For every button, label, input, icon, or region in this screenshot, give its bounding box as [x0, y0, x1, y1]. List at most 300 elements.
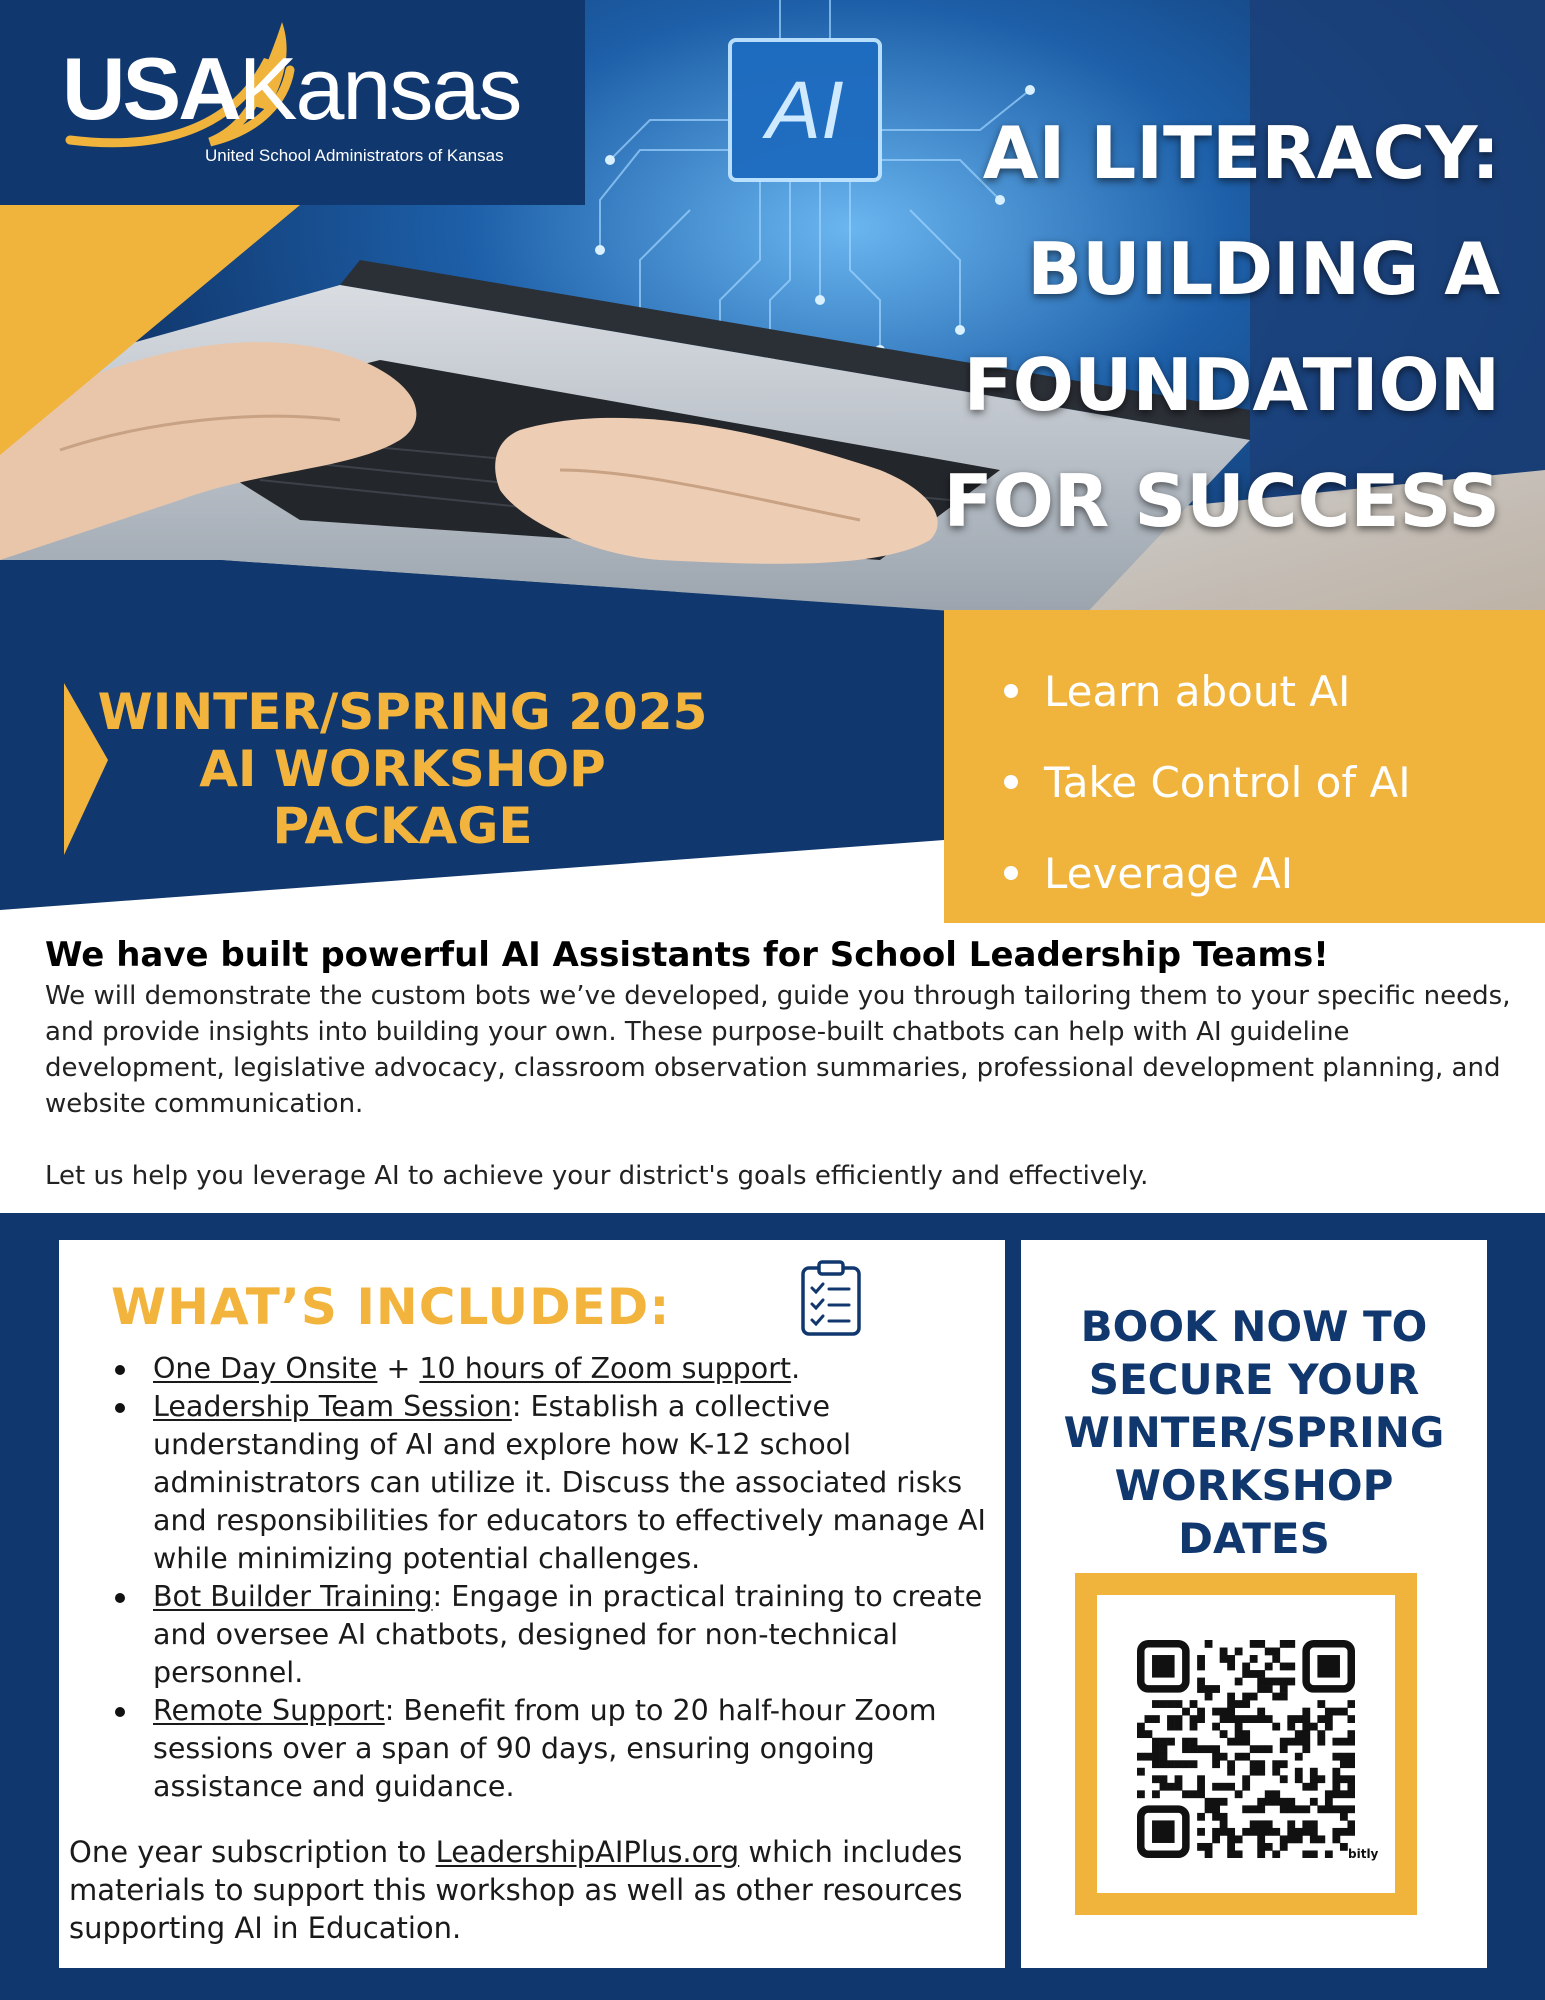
qr-module [1287, 1640, 1295, 1648]
qr-module [1197, 1813, 1205, 1821]
qr-module [1197, 1663, 1205, 1671]
subscription-note [69, 1833, 989, 1947]
qr-module [1160, 1760, 1168, 1768]
qr-module [1220, 1655, 1228, 1663]
qr-module [1242, 1700, 1250, 1708]
qr-module [1250, 1670, 1258, 1678]
qr-module [1317, 1775, 1325, 1783]
qr-module [1160, 1775, 1168, 1783]
qr-module [1137, 1753, 1145, 1761]
qr-module [1212, 1798, 1220, 1806]
qr-module [1197, 1783, 1205, 1791]
qr-module [1212, 1783, 1220, 1791]
qr-module [1257, 1768, 1265, 1776]
qr-module [1272, 1723, 1280, 1731]
qr-module [1317, 1730, 1325, 1738]
qr-module [1227, 1655, 1235, 1663]
qr-module [1340, 1813, 1348, 1821]
qr-module [1287, 1715, 1295, 1723]
qr-module [1212, 1745, 1220, 1753]
qr-module [1332, 1708, 1340, 1716]
qr-module [1257, 1745, 1265, 1753]
qr-module [1302, 1715, 1310, 1723]
qr-finder-center [1317, 1655, 1340, 1678]
qr-module [1250, 1715, 1258, 1723]
qr-module [1235, 1738, 1243, 1746]
benefit-item: Learn about AI [1004, 646, 1545, 737]
package-title-line: AI WORKSHOP [199, 740, 606, 798]
qr-module [1265, 1745, 1273, 1753]
qr-module [1205, 1745, 1213, 1753]
qr-module [1227, 1693, 1235, 1701]
qr-module [1287, 1798, 1295, 1806]
qr-module [1220, 1708, 1228, 1716]
qr-module [1302, 1723, 1310, 1731]
qr-module [1280, 1745, 1288, 1753]
qr-module [1287, 1835, 1295, 1843]
qr-module [1295, 1730, 1303, 1738]
qr-module [1242, 1753, 1250, 1761]
qr-module [1212, 1753, 1220, 1761]
qr-module [1160, 1753, 1168, 1761]
qr-module [1250, 1693, 1258, 1701]
qr-module [1182, 1760, 1190, 1768]
qr-module [1265, 1648, 1273, 1656]
qr-module [1347, 1790, 1355, 1798]
qr-module [1325, 1723, 1333, 1731]
qr-module [1340, 1775, 1348, 1783]
qr-module [1280, 1685, 1288, 1693]
qr-module [1257, 1640, 1265, 1648]
qr-module [1220, 1730, 1228, 1738]
qr-module [1332, 1790, 1340, 1798]
qr-module [1265, 1663, 1273, 1671]
qr-module [1220, 1828, 1228, 1836]
qr-module [1257, 1828, 1265, 1836]
qr-module [1175, 1775, 1183, 1783]
qr-module [1295, 1738, 1303, 1746]
package-title-line: WINTER/SPRING 2025 [97, 683, 708, 741]
qr-module [1220, 1820, 1228, 1828]
qr-module [1257, 1715, 1265, 1723]
qr-module [1347, 1828, 1355, 1836]
qr-module [1197, 1715, 1205, 1723]
qr-module [1235, 1648, 1243, 1656]
qr-module [1272, 1693, 1280, 1701]
qr-module [1145, 1715, 1153, 1723]
qr-module [1287, 1738, 1295, 1746]
qr-module [1152, 1753, 1160, 1761]
qr-module [1347, 1760, 1355, 1768]
qr-module [1257, 1685, 1265, 1693]
qr-module [1347, 1820, 1355, 1828]
qr-module [1272, 1655, 1280, 1663]
qr-module [1242, 1783, 1250, 1791]
qr-module [1235, 1790, 1243, 1798]
qr-module [1235, 1723, 1243, 1731]
qr-module [1332, 1775, 1340, 1783]
qr-module [1197, 1828, 1205, 1836]
qr-module [1295, 1775, 1303, 1783]
clipboard-checklist-icon [799, 1258, 863, 1338]
qr-module [1325, 1708, 1333, 1716]
included-item-text: : Engage in practical training to create and oversee AI chatbots, designed for non-technical personnel. [153, 1580, 983, 1689]
qr-module [1242, 1730, 1250, 1738]
qr-module [1227, 1850, 1235, 1858]
included-item-link[interactable]: One Day Onsite [153, 1352, 378, 1385]
qr-module [1137, 1730, 1145, 1738]
included-item [89, 1578, 989, 1692]
qr-code-frame [1075, 1573, 1417, 1915]
included-item-link[interactable]: 10 hours of Zoom support [419, 1352, 792, 1385]
qr-module [1227, 1708, 1235, 1716]
included-item-link[interactable]: Leadership Team Session [153, 1390, 512, 1423]
qr-module [1310, 1768, 1318, 1776]
qr-module [1205, 1685, 1213, 1693]
qr-module [1310, 1775, 1318, 1783]
qr-module [1257, 1760, 1265, 1768]
qr-module [1197, 1775, 1205, 1783]
qr-module [1332, 1805, 1340, 1813]
qr-module [1272, 1828, 1280, 1836]
intro-heading: We have built powerful AI Assistants for School Leadership Teams! [45, 935, 1329, 975]
qr-module [1182, 1738, 1190, 1746]
qr-module [1212, 1685, 1220, 1693]
qr-module [1302, 1828, 1310, 1836]
qr-module [1227, 1663, 1235, 1671]
qr-module [1190, 1738, 1198, 1746]
subscription-link[interactable]: LeadershipAIPlus.org [435, 1835, 740, 1869]
qr-module [1205, 1693, 1213, 1701]
qr-module [1167, 1738, 1175, 1746]
qr-module [1250, 1655, 1258, 1663]
qr-module [1287, 1678, 1295, 1686]
qr-module [1272, 1648, 1280, 1656]
qr-module [1272, 1798, 1280, 1806]
logo-subtitle: United School Administrators of Kansas [205, 146, 504, 165]
qr-module [1242, 1670, 1250, 1678]
qr-module [1340, 1790, 1348, 1798]
qr-module [1152, 1760, 1160, 1768]
qr-module [1197, 1745, 1205, 1753]
qr-module [1347, 1783, 1355, 1791]
qr-module [1302, 1738, 1310, 1746]
included-item-joiner: + [377, 1352, 420, 1385]
hero-title [900, 95, 1500, 559]
qr-module [1250, 1768, 1258, 1776]
included-item [89, 1692, 989, 1806]
qr-module [1272, 1790, 1280, 1798]
qr-module [1317, 1700, 1325, 1708]
qr-module [1250, 1745, 1258, 1753]
included-item-text: . [791, 1352, 801, 1385]
intro-paragraph: We will demonstrate the custom bots we’ve developed, guide you through tailoring them to your specific needs, and provide insights into building your own. These purpose-built chatbots can help with AI guideline development, legislative advocacy, classroom observation summaries, professional development planning, and website communication. [45, 981, 1511, 1119]
logo-kansas: Kansas [238, 39, 521, 138]
qr-module [1197, 1790, 1205, 1798]
qr-module [1280, 1663, 1288, 1671]
qr-module [1220, 1798, 1228, 1806]
qr-module [1175, 1783, 1183, 1791]
intro-closing: Let us help you leverage AI to achieve your district's goals efficiently and effectively. [45, 1161, 1149, 1191]
qr-module [1175, 1723, 1183, 1731]
qr-finder-center [1152, 1820, 1175, 1843]
qr-module [1182, 1708, 1190, 1716]
qr-module [1340, 1805, 1348, 1813]
qr-module [1220, 1715, 1228, 1723]
benefits-box [944, 610, 1545, 923]
qr-module [1287, 1663, 1295, 1671]
qr-module [1347, 1738, 1355, 1746]
package-title-line: PACKAGE [272, 797, 533, 855]
qr-module [1332, 1835, 1340, 1843]
intro-section [45, 932, 1515, 1194]
qr-module [1347, 1753, 1355, 1761]
qr-module [1295, 1805, 1303, 1813]
qr-module [1235, 1715, 1243, 1723]
qr-module [1340, 1738, 1348, 1746]
qr-module [1242, 1775, 1250, 1783]
qr-module [1310, 1835, 1318, 1843]
benefit-item: Take Control of AI [1004, 737, 1545, 828]
included-item-text: : Establish a collective understanding of AI and explore how K-12 school administrators can utilize it. Discuss the associated risks and responsibilities for educators to effectively manage AI while minimizing potential challenges. [153, 1390, 986, 1575]
qr-module [1310, 1820, 1318, 1828]
qr-module [1332, 1828, 1340, 1836]
qr-module [1212, 1805, 1220, 1813]
qr-module [1197, 1678, 1205, 1686]
included-item [89, 1388, 989, 1578]
benefit-item: Leverage AI [1004, 828, 1545, 919]
qr-module [1302, 1820, 1310, 1828]
qr-module [1347, 1700, 1355, 1708]
qr-module [1137, 1768, 1145, 1776]
qr-module [1265, 1678, 1273, 1686]
qr-module [1235, 1730, 1243, 1738]
qr-module [1227, 1783, 1235, 1791]
qr-module [1167, 1700, 1175, 1708]
qr-module [1190, 1715, 1198, 1723]
qr-module [1220, 1648, 1228, 1656]
book-now-line: BOOK NOW TO [1080, 1302, 1428, 1351]
hero-title-line: FOR SUCCESS [943, 459, 1500, 543]
qr-module [1205, 1640, 1213, 1648]
qr-module [1332, 1783, 1340, 1791]
qr-module [1250, 1820, 1258, 1828]
qr-module [1235, 1678, 1243, 1686]
logo-usa: USA [62, 39, 239, 138]
qr-module [1310, 1850, 1318, 1858]
qr-module [1265, 1828, 1273, 1836]
qr-module [1280, 1835, 1288, 1843]
book-now-line: WORKSHOP [1114, 1461, 1394, 1510]
qr-module [1325, 1715, 1333, 1723]
qr-module [1265, 1820, 1273, 1828]
qr-module [1145, 1730, 1153, 1738]
qr-module [1287, 1805, 1295, 1813]
qr-module [1205, 1805, 1213, 1813]
qr-module [1272, 1768, 1280, 1776]
qr-module [1265, 1790, 1273, 1798]
qr-module [1205, 1850, 1213, 1858]
qr-module [1250, 1760, 1258, 1768]
qr-label: bitly [1348, 1847, 1379, 1861]
book-now-line: WINTER/SPRING [1063, 1408, 1445, 1457]
hero-title-line: BUILDING A [1027, 227, 1500, 311]
qr-module [1332, 1768, 1340, 1776]
qr-module [1272, 1850, 1280, 1858]
included-item-link[interactable]: Bot Builder Training [153, 1580, 433, 1613]
benefits-list [944, 610, 1545, 919]
qr-module [1242, 1738, 1250, 1746]
qr-module [1190, 1745, 1198, 1753]
qr-module [1235, 1700, 1243, 1708]
subscription-suffix: which includes materials to support this workshop as well as other resources supporting AI in Education. [69, 1835, 963, 1945]
qr-module [1220, 1813, 1228, 1821]
qr-module [1340, 1753, 1348, 1761]
qr-module [1257, 1678, 1265, 1686]
qr-module [1145, 1753, 1153, 1761]
logo [0, 0, 585, 205]
qr-module [1250, 1640, 1258, 1648]
included-list [89, 1350, 989, 1806]
qr-module [1197, 1655, 1205, 1663]
qr-module [1152, 1745, 1160, 1753]
qr-module [1332, 1753, 1340, 1761]
qr-module [1242, 1805, 1250, 1813]
qr-module [1227, 1760, 1235, 1768]
qr-module [1302, 1708, 1310, 1716]
qr-module [1257, 1798, 1265, 1806]
qr-module [1235, 1753, 1243, 1761]
book-now-line: DATES [1178, 1514, 1330, 1563]
qr-module [1317, 1715, 1325, 1723]
qr-module [1242, 1663, 1250, 1671]
qr-module [1212, 1760, 1220, 1768]
qr-module [1347, 1805, 1355, 1813]
qr-module [1227, 1700, 1235, 1708]
qr-module [1295, 1828, 1303, 1836]
qr-module [1152, 1715, 1160, 1723]
included-heading: WHAT’S INCLUDED: [111, 1278, 671, 1336]
qr-module [1295, 1835, 1303, 1843]
qr-module [1212, 1813, 1220, 1821]
qr-module [1280, 1798, 1288, 1806]
qr-module [1227, 1768, 1235, 1776]
qr-module [1325, 1798, 1333, 1806]
qr-module [1257, 1820, 1265, 1828]
qr-module [1212, 1723, 1220, 1731]
qr-module [1220, 1753, 1228, 1761]
qr-module [1152, 1738, 1160, 1746]
qr-module [1302, 1730, 1310, 1738]
qr-code-matrix [1137, 1640, 1355, 1858]
qr-module [1317, 1805, 1325, 1813]
qr-module [1280, 1805, 1288, 1813]
qr-module [1250, 1828, 1258, 1836]
qr-module [1280, 1843, 1288, 1851]
qr-module [1295, 1715, 1303, 1723]
qr-module [1280, 1640, 1288, 1648]
qr-module [1332, 1738, 1340, 1746]
qr-module [1212, 1828, 1220, 1836]
qr-module [1220, 1783, 1228, 1791]
qr-module [1175, 1715, 1183, 1723]
included-item-link[interactable]: Remote Support [153, 1694, 385, 1727]
included-item [89, 1350, 989, 1388]
qr-module [1167, 1715, 1175, 1723]
qr-module [1280, 1693, 1288, 1701]
qr-module [1347, 1715, 1355, 1723]
qr-module [1295, 1768, 1303, 1776]
qr-module [1347, 1730, 1355, 1738]
qr-module [1167, 1760, 1175, 1768]
qr-module [1347, 1775, 1355, 1783]
qr-module [1242, 1828, 1250, 1836]
hero-title-line: AI LITERACY: [982, 111, 1500, 195]
qr-module [1265, 1685, 1273, 1693]
qr-module [1227, 1835, 1235, 1843]
qr-module [1280, 1678, 1288, 1686]
qr-module [1287, 1828, 1295, 1836]
book-now-line: SECURE YOUR [1088, 1355, 1420, 1404]
qr-module [1242, 1715, 1250, 1723]
qr-module [1302, 1850, 1310, 1858]
qr-module [1235, 1850, 1243, 1858]
qr-module [1227, 1715, 1235, 1723]
qr-module [1257, 1805, 1265, 1813]
qr-module [1280, 1775, 1288, 1783]
qr-module [1302, 1783, 1310, 1791]
qr-module [1287, 1723, 1295, 1731]
qr-module [1175, 1700, 1183, 1708]
package-title [85, 684, 720, 855]
qr-module [1152, 1775, 1160, 1783]
ai-chip-label: AI [766, 65, 844, 156]
qr-module [1325, 1850, 1333, 1858]
qr-module [1310, 1798, 1318, 1806]
logo-wordmark [62, 38, 520, 140]
qr-module [1340, 1828, 1348, 1836]
qr-code[interactable] [1097, 1595, 1395, 1893]
qr-module [1152, 1700, 1160, 1708]
qr-module [1190, 1790, 1198, 1798]
qr-module [1182, 1745, 1190, 1753]
qr-module [1287, 1820, 1295, 1828]
qr-module [1257, 1850, 1265, 1858]
qr-module [1340, 1760, 1348, 1768]
qr-module [1257, 1670, 1265, 1678]
qr-module [1160, 1783, 1168, 1791]
qr-module [1340, 1843, 1348, 1851]
whats-included-card [59, 1240, 1005, 1968]
qr-module [1257, 1835, 1265, 1843]
qr-module [1152, 1790, 1160, 1798]
qr-module [1325, 1805, 1333, 1813]
qr-module [1257, 1708, 1265, 1716]
qr-module [1160, 1700, 1168, 1708]
qr-module [1295, 1753, 1303, 1761]
qr-module [1227, 1738, 1235, 1746]
qr-module [1197, 1708, 1205, 1716]
qr-module [1280, 1760, 1288, 1768]
qr-module [1197, 1685, 1205, 1693]
qr-module [1280, 1738, 1288, 1746]
qr-module [1227, 1843, 1235, 1851]
qr-module [1340, 1708, 1348, 1716]
qr-module [1302, 1805, 1310, 1813]
included-item-text: : Benefit from up to 20 half-hour Zoom sessions over a span of 90 days, ensuring ongoing assistance and guidance. [153, 1694, 937, 1803]
qr-module [1137, 1723, 1145, 1731]
qr-module [1190, 1760, 1198, 1768]
